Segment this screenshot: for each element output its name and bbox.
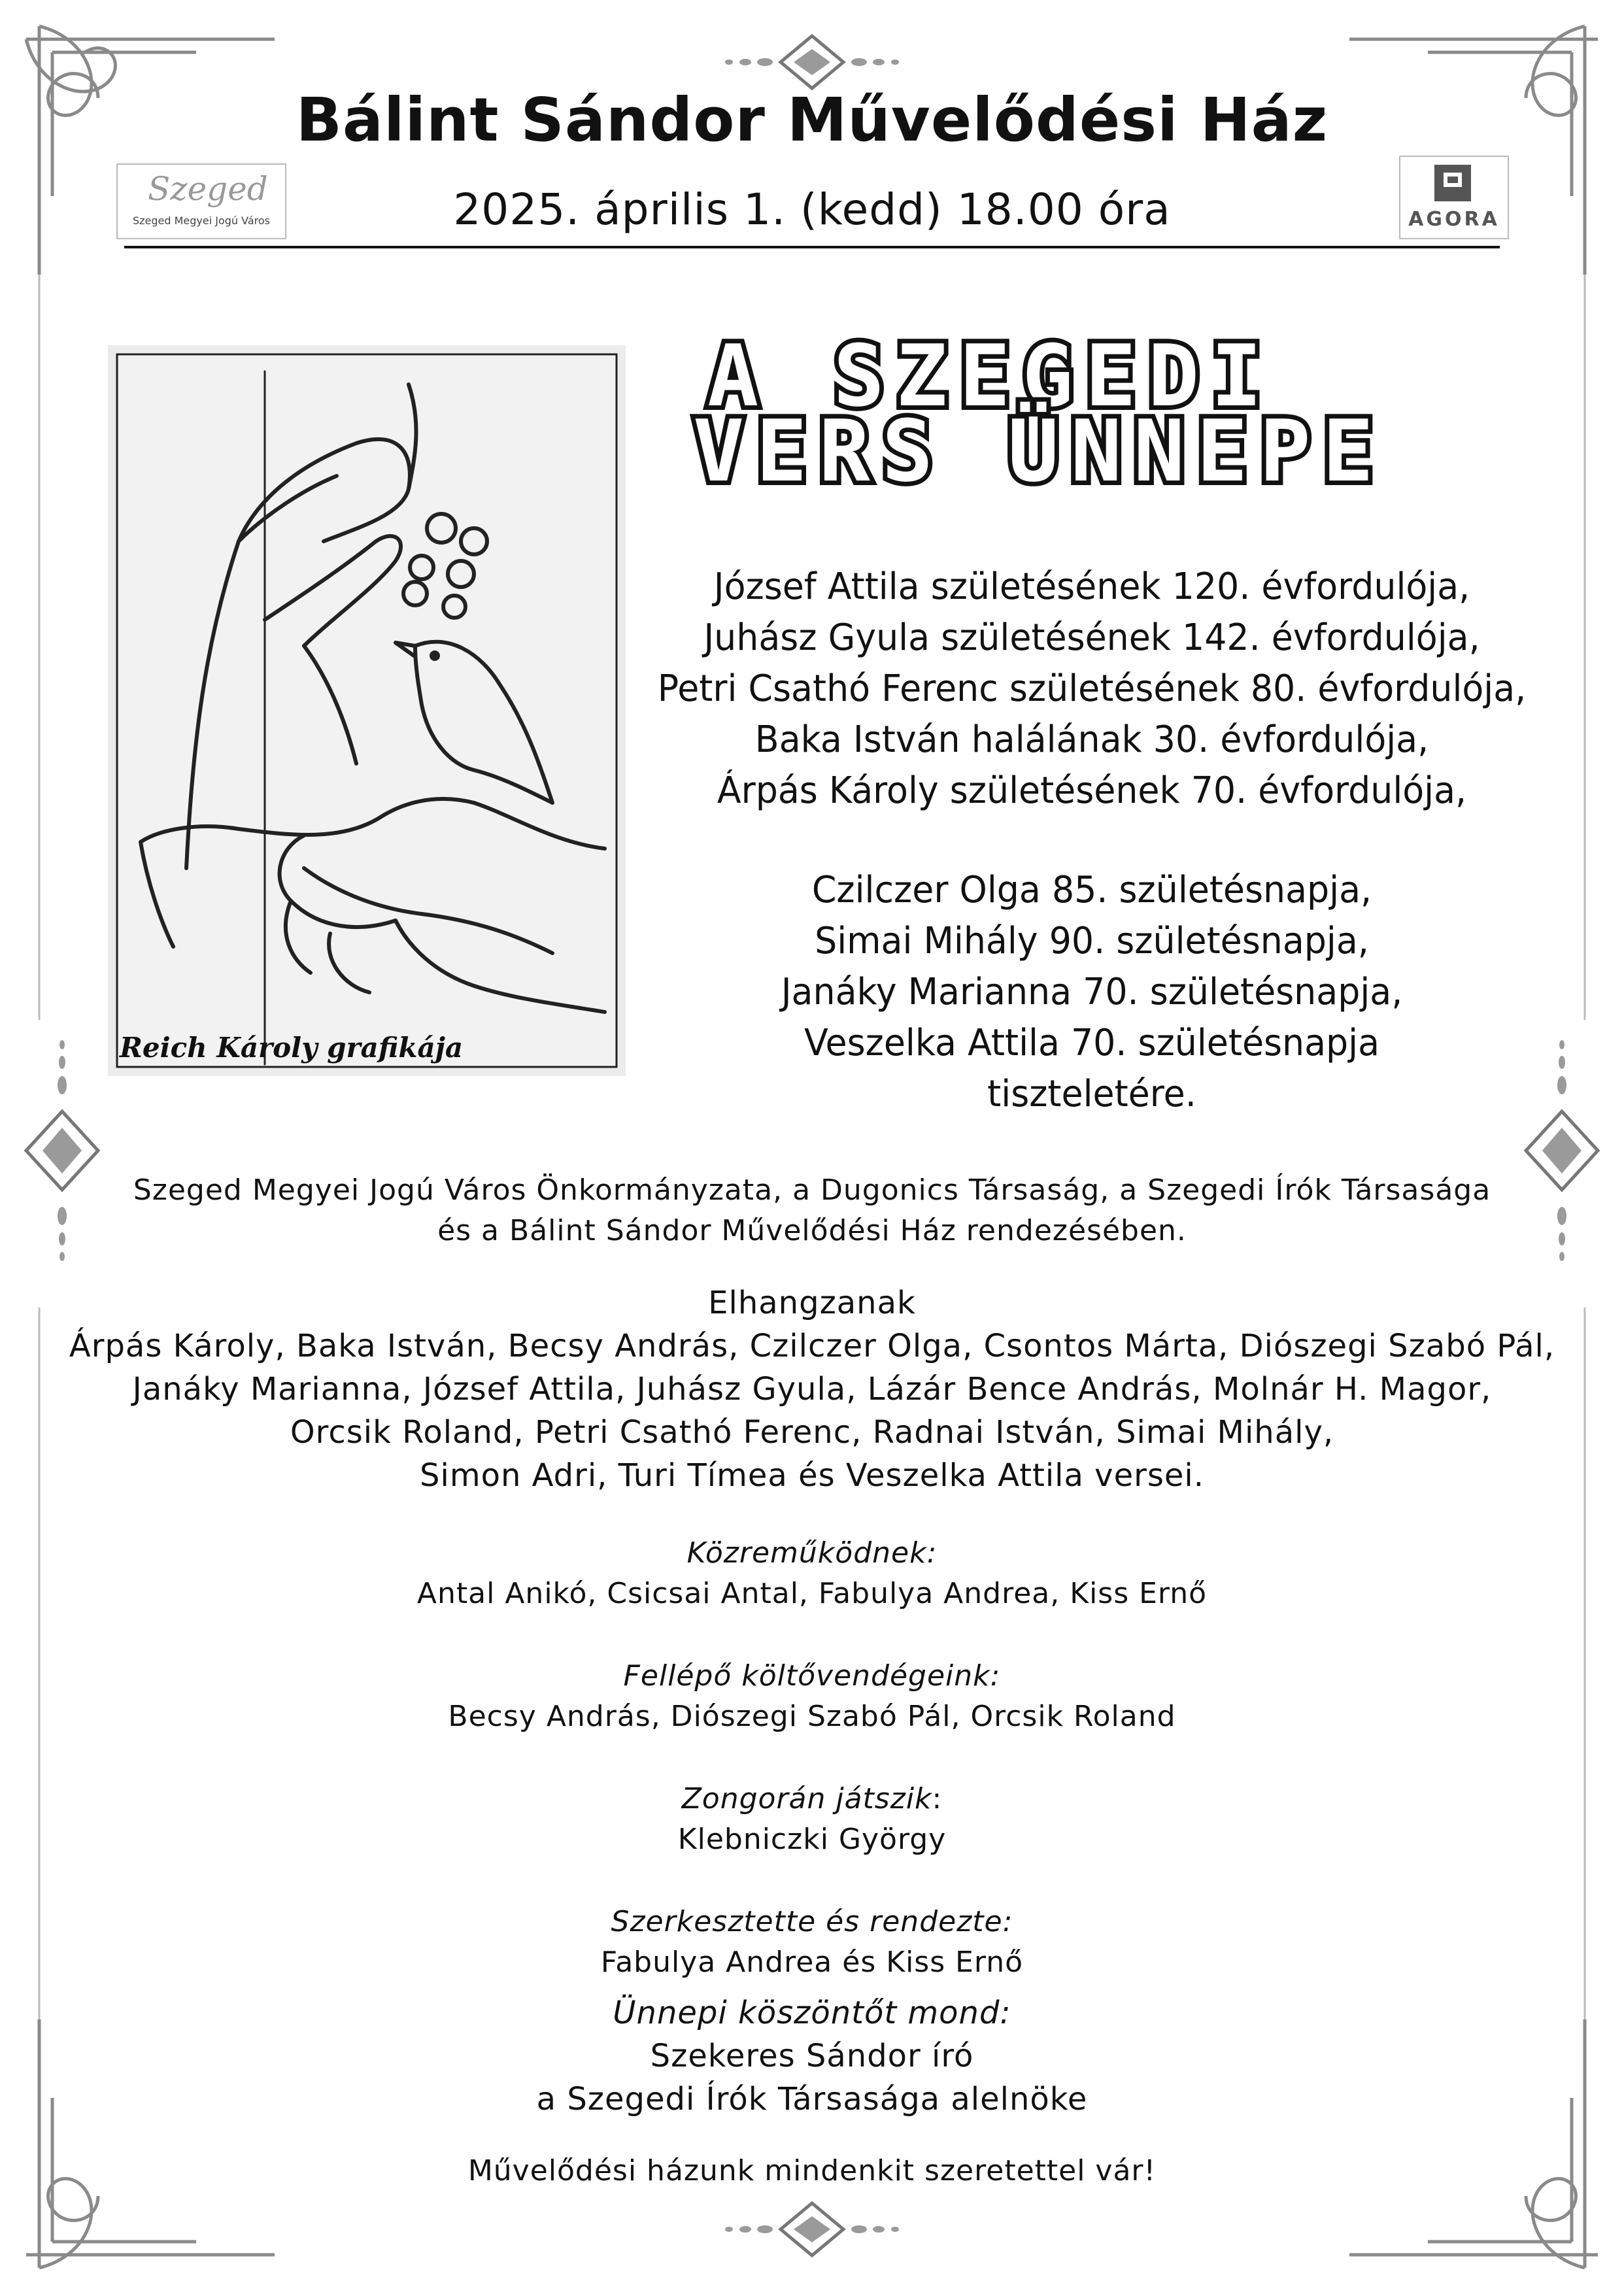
hands-bird-drawing xyxy=(108,345,626,1076)
artwork-caption: Reich Károly grafikája xyxy=(120,1032,464,1064)
event-title-line-2: VERS ÜNNEPE xyxy=(693,401,1385,501)
birthday-line: tiszteletére. xyxy=(987,1073,1196,1115)
organizers-line: Szeged Megyei Jogú Város Önkormányzata, a Dugonics Társaság, a Szegedi Írók Társasága xyxy=(133,1173,1491,1207)
editors-names: Fabulya Andrea és Kiss Ernő xyxy=(600,1946,1024,1979)
poets-line: Janáky Marianna, József Attila, Juhász Gyula, Lázár Bence András, Molnár H. Magor, xyxy=(132,1371,1492,1408)
piano-label-row xyxy=(0,1779,1624,1819)
organizers-line: és a Bálint Sándor Művelődési Ház rendezésében. xyxy=(437,1214,1187,1247)
greeting-speaker-role: a Szegedi Írók Társasága alelnöke xyxy=(536,2081,1088,2117)
birthday-line: Simai Mihály 90. születésnapja, xyxy=(815,920,1369,962)
poets-line: Árpás Károly, Baka István, Becsy András, Czilczer Olga, Csontos Márta, Diószegi Szabó Pál, xyxy=(69,1328,1555,1364)
closing-message: Művelődési házunk mindenkit szeretettel vár! xyxy=(467,2154,1157,2187)
venue-title: Bálint Sándor Művelődési Ház xyxy=(296,85,1328,155)
guests-names: Becsy András, Diószegi Szabó Pál, Orcsik Roland xyxy=(448,1700,1176,1733)
piano-label: Zongorán játszik xyxy=(681,1782,932,1815)
editors-label: Szerkesztette és rendezte: xyxy=(611,1905,1013,1938)
agora-logo-wordmark: AGORA xyxy=(1408,208,1500,231)
event-datetime: 2025. április 1. (kedd) 18.00 óra xyxy=(453,184,1171,235)
illustration-hands-and-bird xyxy=(108,345,626,1076)
anniversary-line: Juhász Gyula születésének 142. évfordulója, xyxy=(703,616,1480,659)
szeged-logo-subtitle: Szeged Megyei Jogú Város xyxy=(132,214,271,227)
szeged-logo-wordmark: Szeged xyxy=(148,170,268,208)
contributors-label: Közreműködnek: xyxy=(686,1536,938,1570)
anniversary-line: József Attila születésének 120. évfordulója, xyxy=(713,565,1470,608)
agora-logo-icon xyxy=(1434,165,1471,201)
event-title xyxy=(680,327,1530,503)
greeting-speaker: Szekeres Sándor író xyxy=(650,2038,974,2074)
anniversary-line: Baka István halálának 30. évfordulója, xyxy=(754,718,1429,761)
agora-logo xyxy=(1399,156,1509,239)
greeting-label: Ünnepi köszöntőt mond: xyxy=(613,1995,1011,2031)
poets-line: Orcsik Roland, Petri Csathó Ferenc, Radnai István, Simai Mihály, xyxy=(290,1414,1334,1451)
piano-label-colon: : xyxy=(932,1782,943,1815)
birthday-line: Veszelka Attila 70. születésnapja xyxy=(804,1022,1380,1064)
birthday-line: Czilczer Olga 85. születésnapja, xyxy=(811,869,1372,911)
guests-label: Fellépő költővendégeink: xyxy=(623,1659,1001,1693)
event-title-line-1: A SZEGEDI xyxy=(707,326,1274,426)
anniversary-line: Árpás Károly születésének 70. évfordulója, xyxy=(717,769,1467,812)
birthday-line: Janáky Marianna 70. születésnapja, xyxy=(781,971,1403,1013)
poems-label: Elhangzanak xyxy=(708,1285,916,1321)
pianist-name: Klebniczki György xyxy=(677,1823,947,1856)
szeged-city-logo xyxy=(116,163,286,239)
poets-line: Simon Adri, Turi Tímea és Veszelka Attila versei. xyxy=(420,1457,1204,1494)
header-divider xyxy=(124,246,1500,248)
anniversary-line: Petri Csathó Ferenc születésének 80. évfordulója, xyxy=(657,667,1527,710)
contributors-names: Antal Anikó, Csicsai Antal, Fabulya Andrea, Kiss Ernő xyxy=(416,1577,1208,1610)
